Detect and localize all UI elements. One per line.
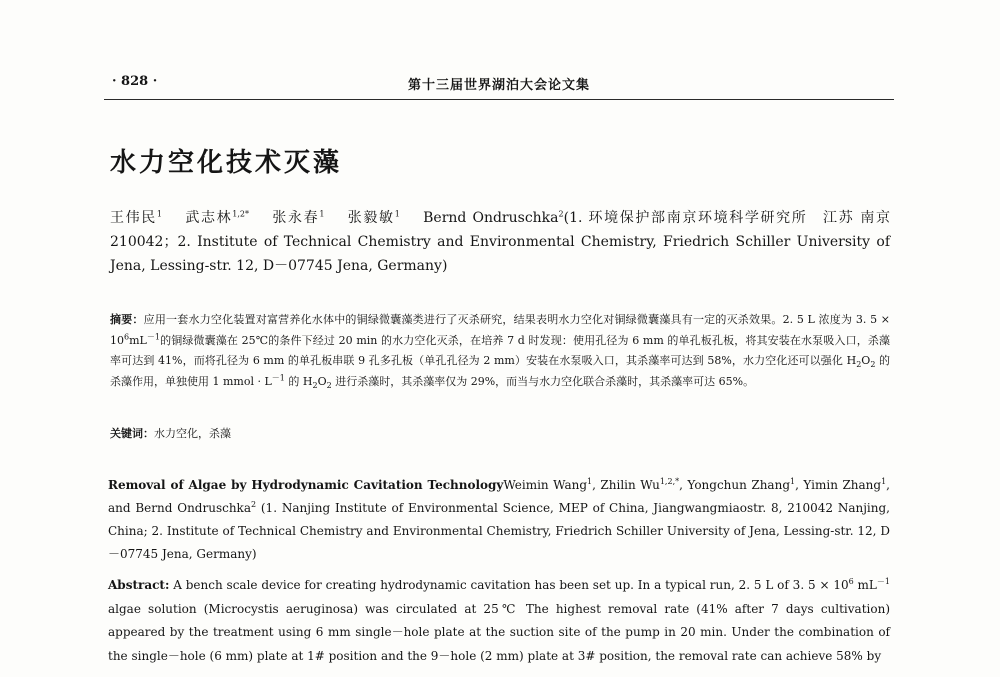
subscript: 2 bbox=[856, 360, 862, 370]
author-mark: 1 bbox=[587, 477, 593, 486]
author-mark: 1 bbox=[394, 209, 400, 219]
author-name-en: , Yongchun Zhang bbox=[679, 478, 791, 492]
header-rule bbox=[104, 99, 894, 100]
page-number: · 828 · bbox=[112, 74, 158, 89]
exponent: －1 bbox=[271, 372, 285, 382]
author-mark: 1 bbox=[156, 209, 163, 219]
author-name-en: , Yimin Zhang bbox=[795, 478, 882, 492]
abstract-text: mL bbox=[129, 333, 147, 347]
author-name: Bernd Ondruschka bbox=[423, 210, 559, 226]
authors-cn bbox=[110, 206, 905, 278]
author-name-en: , and Bernd Ondruschka bbox=[108, 478, 890, 515]
exponent: －1 bbox=[146, 331, 160, 341]
subscript: 2 bbox=[870, 360, 876, 370]
author-name-en: Weimin Wang bbox=[503, 478, 588, 492]
abstract-text: 的杀藻作用，单独使用 1 mmol · L bbox=[110, 354, 891, 388]
author-name: 王伟民 bbox=[110, 210, 157, 226]
abstract-cn bbox=[110, 310, 890, 392]
keywords-text-cn: 水力空化，杀藻 bbox=[154, 427, 231, 440]
author-mark: 1 bbox=[881, 477, 887, 486]
keywords-label-cn: 关键词： bbox=[110, 427, 154, 440]
author-name: 武志林 bbox=[185, 210, 233, 226]
abstract-text: O bbox=[861, 354, 871, 367]
subscript: 2 bbox=[312, 380, 318, 390]
author-mark: 1 bbox=[319, 209, 325, 219]
author-mark: 2 bbox=[558, 209, 564, 219]
author-name: 张毅敏 bbox=[347, 210, 395, 226]
abstract-text: 的铜绿微囊藻在 25℃的条件下经过 20 min 的水力空化灭杀，在培养 7 d 时发现：使用孔径为 6 mm 的单孔板孔板，将其安装在水泵吸入口，杀藻率可达到 41%，而将孔径为 6 mm 的单孔板串联 9 孔多孔板（单孔孔径为 2 mm）安装在水泵吸入口，其杀藻率可达到 58%，水力空化还可以强化 H bbox=[110, 333, 890, 367]
abstract-text-en: mL bbox=[853, 578, 877, 592]
abstract-text: O bbox=[317, 374, 327, 388]
author-name: 张永春 bbox=[272, 210, 320, 226]
keywords-cn bbox=[110, 424, 890, 444]
author-name-en: , Zhilin Wu bbox=[592, 478, 660, 492]
abstract-text: 进行杀藻时，其杀藻率仅为 29%，而当与水力空化联合杀藻时，其杀藻率可达 65%。 bbox=[331, 374, 755, 388]
title-authors-en bbox=[108, 474, 890, 566]
abstract-text-en: A bench scale device for creating hydrodynamic cavitation has been set up. In a typical run, 2. 5 L of 3. 5 × 10 bbox=[169, 578, 849, 592]
author-mark: 1,2,* bbox=[659, 477, 680, 486]
affiliation-cn: (1. 环境保护部南京环境科学研究所 江苏 南京 210042；2. Institute of Technical Chemistry and Environmental Chemistry, Friedrich Schiller University of Jena, Lessing-str. 12, D－07745 Jena, Germany) bbox=[110, 210, 905, 274]
abstract-en bbox=[108, 574, 890, 668]
abstract-label-en: Abstract: bbox=[108, 578, 170, 592]
paper-title-cn: 水力空化技术灭藻 bbox=[110, 148, 343, 178]
page-header bbox=[104, 68, 894, 96]
paper-title-en: Removal of Algae by Hydrodynamic Cavitation Technology bbox=[108, 478, 504, 492]
subscript: 2 bbox=[326, 380, 332, 390]
abstract-label-cn: 摘要： bbox=[110, 313, 144, 326]
exponent: －1 bbox=[876, 577, 890, 586]
abstract-text-en: algae solution (Microcystis aeruginosa) was circulated at 25℃ The highest removal rate (41% after 7 days cultivation) appeared by the treatment using 6 mm single－hole plate at the suction site of the pump in 20 min. Under the combination of the single－hole (6 mm) plate at 1# position and the 9－hole (2 mm) plate at 3# position, the removal rate can achieve 58% by bbox=[108, 601, 890, 663]
abstract-text: 的 H bbox=[284, 374, 313, 388]
abstract-text: 应用一套水力空化装置对富营养化水体中的铜绿微囊藻类进行了灭杀研究，结果表明水力空化对铜绿微囊藻具有一定的灭杀效果。2. 5 L 浓度为 3. 5 × 10 bbox=[110, 313, 891, 347]
author-mark: 2 bbox=[250, 500, 257, 509]
author-mark: 1 bbox=[790, 477, 796, 486]
exponent: 6 bbox=[848, 577, 854, 586]
author-mark: 1,2* bbox=[232, 209, 250, 219]
exponent: 6 bbox=[124, 331, 130, 341]
running-title: 第十三届世界湖泊大会论文集 bbox=[407, 78, 590, 93]
affiliation-en: (1. Nanjing Institute of Environmental Science, MEP of China, Jiangwangmiaostr. 8, 210042 Nanjing, China; 2. Institute of Technical Chemistry and Environmental Chemistry, Friedrich Schiller University of Jena, Lessing-str. 12, D－07745 Jena, Germany) bbox=[108, 501, 890, 561]
